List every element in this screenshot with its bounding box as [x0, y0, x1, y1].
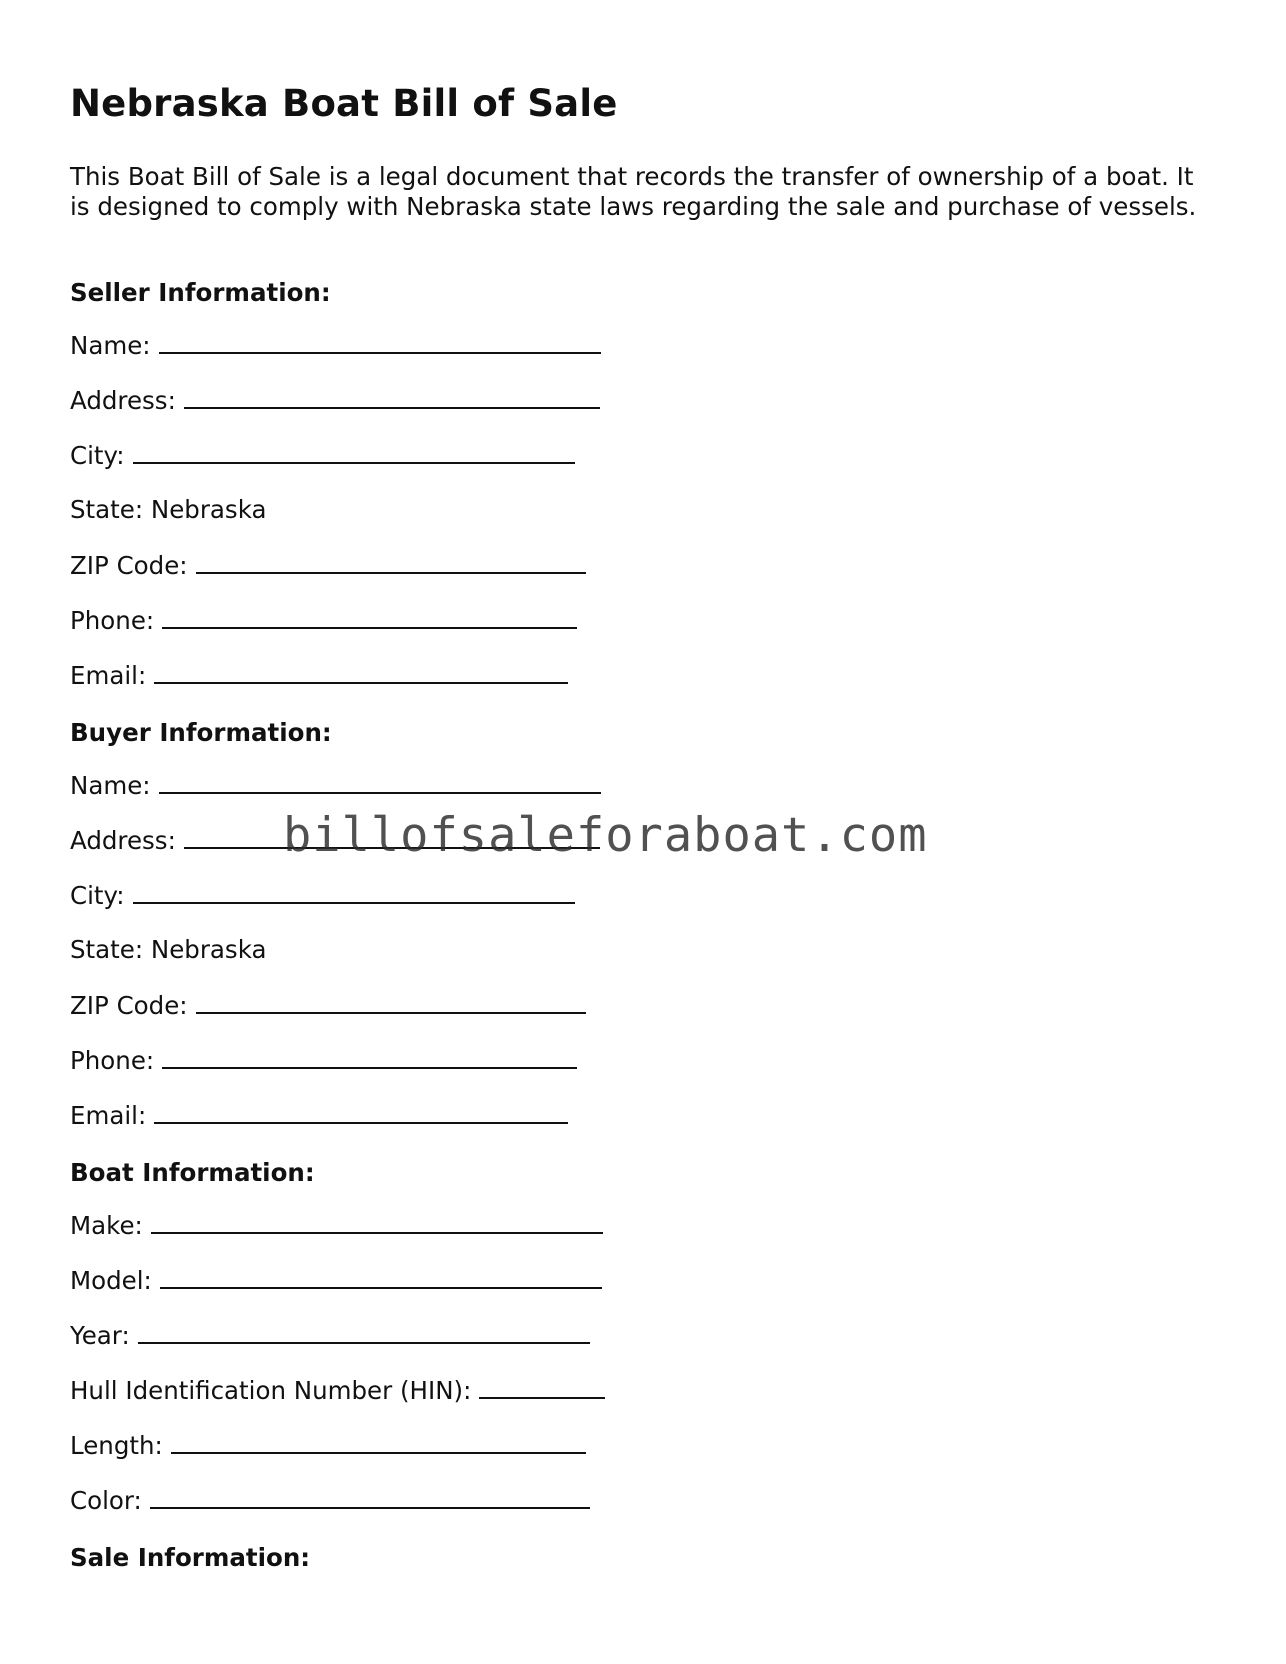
boat-make-line[interactable]	[151, 1210, 603, 1234]
seller-phone-field	[70, 605, 577, 636]
boat-length-label: Length:	[70, 1431, 163, 1460]
boat-color-field	[70, 1485, 590, 1516]
boat-hin-line[interactable]	[479, 1375, 605, 1399]
seller-email-field	[70, 660, 568, 691]
boat-section-heading: Boat Information:	[70, 1158, 315, 1187]
buyer-address-label: Address:	[70, 826, 176, 855]
seller-address-line[interactable]	[184, 385, 600, 409]
boat-model-label: Model:	[70, 1266, 152, 1295]
buyer-section-heading: Buyer Information:	[70, 718, 332, 747]
boat-year-field	[70, 1320, 590, 1351]
seller-address-label: Address:	[70, 386, 176, 415]
buyer-email-label: Email:	[70, 1101, 147, 1130]
buyer-name-field	[70, 770, 601, 801]
boat-length-line[interactable]	[171, 1430, 586, 1454]
seller-email-line[interactable]	[154, 660, 568, 684]
watermark-text: billofsaleforaboat.com	[283, 808, 928, 863]
seller-zip-label: ZIP Code:	[70, 551, 188, 580]
seller-zip-line[interactable]	[196, 550, 586, 574]
boat-model-line[interactable]	[160, 1265, 602, 1289]
buyer-zip-label: ZIP Code:	[70, 991, 188, 1020]
buyer-email-line[interactable]	[154, 1100, 568, 1124]
boat-year-label: Year:	[70, 1321, 130, 1350]
seller-state: State: Nebraska	[70, 495, 267, 524]
buyer-email-field	[70, 1100, 568, 1131]
sale-section-heading: Sale Information:	[70, 1543, 311, 1572]
buyer-zip-line[interactable]	[196, 990, 586, 1014]
boat-color-label: Color:	[70, 1486, 142, 1515]
seller-name-label: Name:	[70, 331, 151, 360]
buyer-state: State: Nebraska	[70, 935, 267, 964]
seller-name-line[interactable]	[159, 330, 601, 354]
boat-hin-label: Hull Identification Number (HIN):	[70, 1376, 472, 1405]
seller-city-field	[70, 440, 575, 471]
seller-email-label: Email:	[70, 661, 147, 690]
buyer-name-line[interactable]	[159, 770, 601, 794]
buyer-phone-field	[70, 1045, 577, 1076]
document-title: Nebraska Boat Bill of Sale	[70, 82, 618, 125]
buyer-name-label: Name:	[70, 771, 151, 800]
seller-name-field	[70, 330, 601, 361]
seller-section-heading: Seller Information:	[70, 278, 331, 307]
intro-paragraph: This Boat Bill of Sale is a legal document that records the transfer of ownership of a boat. It is designed to comply with Nebraska state laws regarding the sale and purchase of vessels.	[70, 162, 1197, 221]
seller-city-line[interactable]	[133, 440, 575, 464]
buyer-phone-label: Phone:	[70, 1046, 155, 1075]
boat-color-line[interactable]	[150, 1485, 590, 1509]
boat-length-field	[70, 1430, 586, 1461]
seller-phone-line[interactable]	[162, 605, 577, 629]
boat-model-field	[70, 1265, 602, 1296]
buyer-phone-line[interactable]	[162, 1045, 577, 1069]
seller-zip-field	[70, 550, 586, 581]
boat-hin-field	[70, 1375, 605, 1406]
seller-address-field	[70, 385, 600, 416]
seller-city-label: City:	[70, 441, 125, 470]
seller-phone-label: Phone:	[70, 606, 155, 635]
buyer-city-line[interactable]	[133, 880, 575, 904]
boat-make-field	[70, 1210, 603, 1241]
boat-make-label: Make:	[70, 1211, 143, 1240]
buyer-city-field	[70, 880, 575, 911]
buyer-city-label: City:	[70, 881, 125, 910]
buyer-zip-field	[70, 990, 586, 1021]
boat-year-line[interactable]	[138, 1320, 590, 1344]
